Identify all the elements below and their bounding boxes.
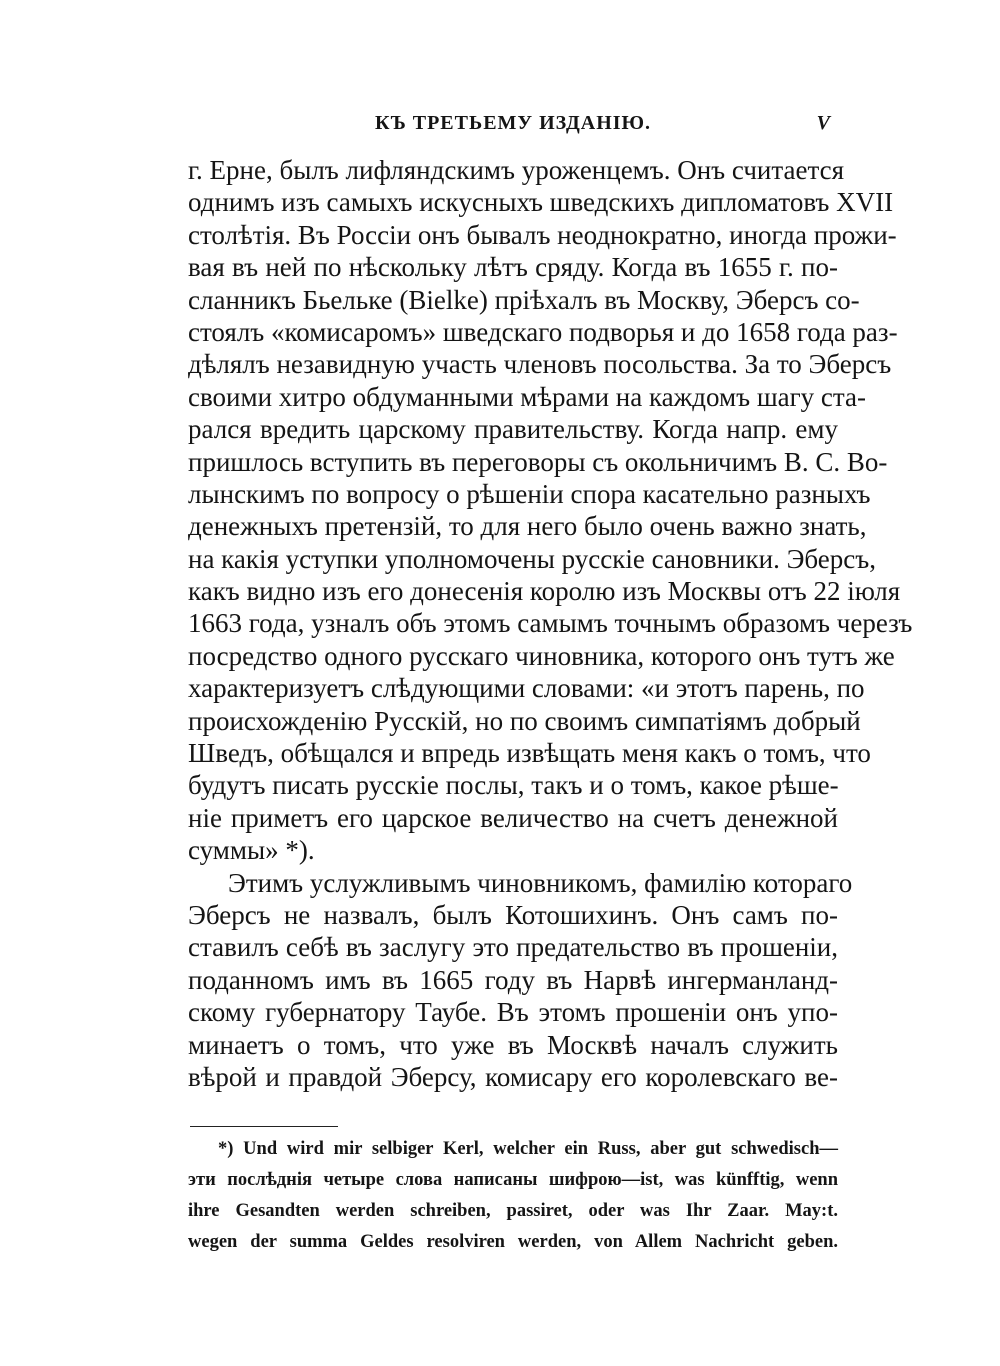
text-line: скому губернатору Таубе. Въ этомъ прошеніи онъ упо- [188, 997, 838, 1028]
text-line: суммы» *). [188, 835, 315, 866]
text-line: на какія уступки уполномочены русскіе сановники. Эберсъ, [188, 543, 876, 574]
text-line: вѣрой и правдой Эберсу, комисару его королевскаго ве- [188, 1061, 838, 1092]
text-line: ніе приметъ его царское величество на счетъ денежной [188, 802, 838, 833]
footnote [188, 1134, 838, 1258]
body-text [188, 154, 913, 1093]
footnote-divider [190, 1126, 338, 1127]
text-line: пришлось вступить въ переговоры съ окольничимъ В. С. Во- [188, 446, 888, 477]
text-line: рался вредить царскому правительству. Когда напр. ему [188, 414, 838, 445]
text-line: ставилъ себѣ въ заслугу это предательство въ прошеніи, [188, 932, 838, 963]
text-line: какъ видно изъ его донесенія королю изъ Москвы отъ 22 іюля [188, 576, 901, 607]
text-line: Эберсъ не назвалъ, былъ Котошихинъ. Онъ самъ по- [188, 899, 838, 930]
text-line: своими хитро обдуманными мѣрами на каждомъ шагу ста- [188, 381, 867, 412]
text-line: минаетъ о томъ, что уже въ Москвѣ началъ служить [188, 1029, 838, 1060]
footnote-line: ihre Gesandten werden schreiben, passiret, oder was Ihr Zaar. May:t. [188, 1201, 838, 1221]
page-header [188, 112, 838, 142]
text-line: посредство одного русскаго чиновника, которого онъ тутъ же [188, 640, 895, 671]
text-line: стоялъ «комисаромъ» шведскаго подворья и до 1658 года раз- [188, 316, 898, 347]
text-line: столѣтія. Въ Россіи онъ бывалъ неоднократно, иногда прожи- [188, 219, 897, 250]
text-line: поданномъ имъ въ 1665 году въ Нарвѣ ингерманланд- [188, 964, 838, 995]
running-title: КЪ ТРЕТЬЕМУ ИЗДАНIЮ. [374, 112, 652, 134]
footnote-line: wegen der summa Geldes resolviren werden, von Allem Nachricht geben. [188, 1232, 838, 1252]
text-line: г. Ерне, былъ лифляндскимъ уроженцемъ. Онъ считается [188, 155, 844, 185]
footnote-line: эти послѣднія четыре слова написаны шифрою—ist, was künfftig, wenn [188, 1170, 838, 1190]
text-line: лынскимъ по вопросу о рѣшеніи спора касательно разныхъ [188, 478, 871, 509]
text-line: сланникъ Бьельке (Bielke) пріѣхалъ въ Москву, Эберсъ со- [188, 284, 860, 315]
text-line: денежныхъ претензій, то для него было очень важно знать, [188, 511, 867, 542]
text-line: характеризуетъ слѣдующими словами: «и этотъ парень, по [188, 673, 865, 704]
footnote-line: *) Und wird mir selbiger Kerl, welcher ein Russ, aber gut schwedisch— [218, 1139, 838, 1159]
text-line: дѣлялъ незавидную участь членовъ посольства. За то Эберсъ [188, 349, 892, 380]
text-line: Этимъ услужливымъ чиновникомъ, фамилію котораго [228, 867, 853, 898]
text-line: будутъ писать русскіе послы, такъ и о томъ, какое рѣше- [188, 770, 839, 801]
text-line: происхожденію Русскій, но по своимъ симпатіямъ добрый [188, 705, 861, 736]
page-number: V [816, 112, 830, 134]
text-line: вая въ ней по нѣскольку лѣтъ сряду. Когда въ 1655 г. по- [188, 252, 838, 283]
text-line: однимъ изъ самыхъ искусныхъ шведскихъ дипломатовъ XVII [188, 187, 894, 218]
text-line: 1663 года, узналъ объ этомъ самымъ точнымъ образомъ черезъ [188, 608, 913, 639]
text-line: Шведъ, обѣщался и впредь извѣщать меня какъ о томъ, что [188, 738, 871, 769]
